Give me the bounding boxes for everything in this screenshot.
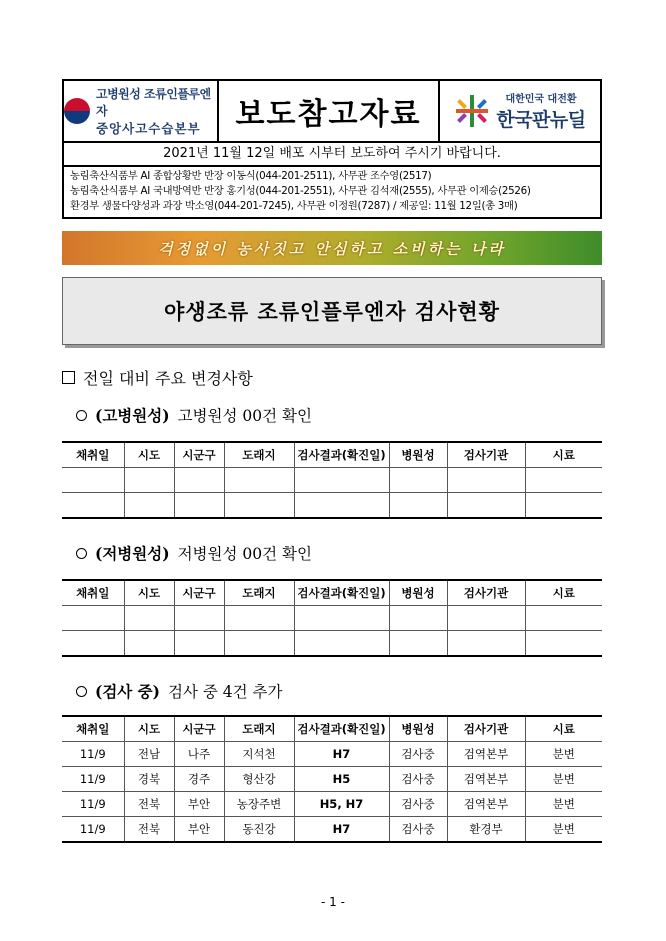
low-path-table (62, 579, 602, 657)
col-header: 병원성 (389, 716, 447, 742)
cell-pathogenicity: 검사중 (389, 767, 447, 792)
table-row (62, 792, 602, 817)
government-emblem-icon (64, 98, 90, 124)
doc-type-title: 보도참고자료 (235, 97, 422, 132)
cell-pathogenicity: 검사중 (389, 792, 447, 817)
contact-line: 환경부 생물다양성과 과장 박소영(044-201-7245), 사무관 이정원(7287) / 제공일: 11월 12일(총 3매) (70, 200, 518, 212)
high-path-table (62, 441, 602, 519)
newdeal-logo (440, 81, 600, 141)
table-row (62, 606, 602, 631)
square-bullet-icon (62, 371, 75, 384)
slogan-banner (62, 231, 602, 265)
cell-result: H5, H7 (294, 792, 389, 817)
cell-date: 11/9 (62, 817, 124, 843)
col-header: 시료 (525, 442, 602, 468)
cell-site: 동진강 (224, 817, 294, 843)
slogan-text: 걱정없이 농사짓고 안심하고 소비하는 나라 (158, 239, 506, 258)
cell-city: 나주 (174, 742, 224, 767)
cell-sample: 분변 (525, 767, 602, 792)
under-test-table (62, 715, 602, 843)
main-section-text: 전일 대비 주요 변경사항 (83, 369, 253, 388)
doc-type (219, 81, 440, 141)
contact-line: 농림축산식품부 AI 국내방역반 반장 홍기성(044-201-2551), 사무관 김석재(2555), 사무관 이제승(2526) (70, 185, 531, 197)
cell-province: 전남 (124, 742, 174, 767)
org-line2: 중앙사고수습본부 (96, 120, 201, 136)
cell-sample: 분변 (525, 792, 602, 817)
subsection-head: (고병원성) (95, 406, 170, 425)
table-row (62, 767, 602, 792)
table-row (62, 817, 602, 843)
col-header: 시도 (124, 442, 174, 468)
press-header (62, 79, 602, 219)
newdeal-mark-icon (454, 93, 490, 129)
subsection-text: 저병원성 00건 확인 (177, 545, 312, 563)
table-row (62, 493, 602, 519)
table-header-row (62, 442, 602, 468)
col-header: 채취일 (62, 442, 124, 468)
newdeal-title: 한국판뉴딜 (496, 109, 586, 131)
circle-bullet-icon (76, 410, 87, 421)
title-box (62, 277, 602, 345)
subsection-head: (저병원성) (95, 544, 170, 563)
col-header: 채취일 (62, 716, 124, 742)
col-header: 도래지 (224, 442, 294, 468)
table-header-row (62, 716, 602, 742)
cell-date: 11/9 (62, 792, 124, 817)
cell-result: H7 (294, 742, 389, 767)
col-header: 시군구 (174, 442, 224, 468)
cell-result: H5 (294, 767, 389, 792)
table-row (62, 631, 602, 657)
header-top-row (64, 81, 600, 143)
contacts (64, 167, 600, 217)
cell-site: 형산강 (224, 767, 294, 792)
cell-province: 전북 (124, 792, 174, 817)
table-header-row (62, 580, 602, 606)
cell-agency: 검역본부 (447, 767, 525, 792)
subsection-text: 고병원성 00건 확인 (177, 407, 312, 425)
cell-site: 지석천 (224, 742, 294, 767)
col-header: 시료 (525, 580, 602, 606)
col-header: 도래지 (224, 716, 294, 742)
cell-province: 경북 (124, 767, 174, 792)
circle-bullet-icon (76, 548, 87, 559)
subsection-head: (검사 중) (95, 682, 160, 701)
col-header: 시도 (124, 716, 174, 742)
cell-sample: 분변 (525, 742, 602, 767)
col-header: 시도 (124, 580, 174, 606)
org-line1: 고병원성 조류인플루엔자 (96, 86, 211, 118)
subsection-high-path (76, 404, 312, 426)
cell-agency: 검역본부 (447, 792, 525, 817)
release-notice: 2021년 11월 12일 배포 시부터 보도하여 주시기 바랍니다. (64, 143, 600, 167)
cell-agency: 환경부 (447, 817, 525, 843)
cell-date: 11/9 (62, 742, 124, 767)
document-title: 야생조류 조류인플루엔자 검사현황 (164, 300, 500, 324)
subsection-text: 검사 중 4건 추가 (167, 683, 283, 701)
cell-sample: 분변 (525, 817, 602, 843)
circle-bullet-icon (76, 686, 87, 697)
cell-pathogenicity: 검사중 (389, 817, 447, 843)
col-header: 검사결과(확진일) (294, 716, 389, 742)
cell-city: 부안 (174, 792, 224, 817)
subsection-low-path (76, 542, 312, 564)
page-number: - 1 - (321, 895, 345, 909)
main-section-heading (62, 366, 253, 389)
col-header: 검사기관 (447, 442, 525, 468)
cell-city: 부안 (174, 817, 224, 843)
cell-province: 전북 (124, 817, 174, 843)
subsection-under-test (76, 680, 282, 702)
cell-city: 경주 (174, 767, 224, 792)
newdeal-subtitle: 대한민국 대전환 (505, 94, 577, 105)
col-header: 시료 (525, 716, 602, 742)
cell-date: 11/9 (62, 767, 124, 792)
cell-site: 농장주변 (224, 792, 294, 817)
col-header: 시군구 (174, 716, 224, 742)
contact-line: 농림축산식품부 AI 종합상황반 반장 이동식(044-201-2511), 사무관 조수영(2517) (70, 170, 432, 182)
col-header: 검사기관 (447, 716, 525, 742)
cell-pathogenicity: 검사중 (389, 742, 447, 767)
cell-result: H7 (294, 817, 389, 843)
table-row (62, 742, 602, 767)
col-header: 시군구 (174, 580, 224, 606)
col-header: 병원성 (389, 442, 447, 468)
col-header: 병원성 (389, 580, 447, 606)
col-header: 검사기관 (447, 580, 525, 606)
col-header: 검사결과(확진일) (294, 580, 389, 606)
table-row (62, 468, 602, 493)
col-header: 검사결과(확진일) (294, 442, 389, 468)
cell-agency: 검역본부 (447, 742, 525, 767)
col-header: 도래지 (224, 580, 294, 606)
org-logo (64, 81, 219, 141)
col-header: 채취일 (62, 580, 124, 606)
